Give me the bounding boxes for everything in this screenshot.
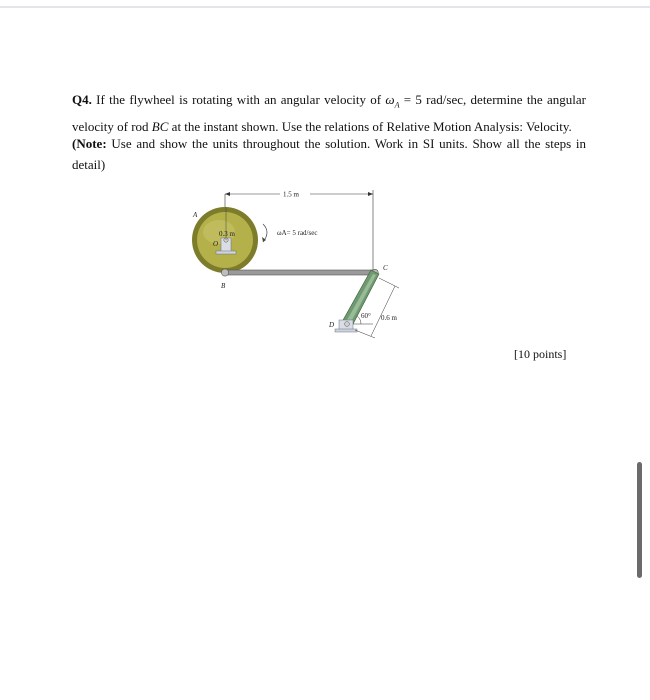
point-b-label: B [221,282,226,290]
point-a-label: A [193,211,198,219]
omega-subscript: A [394,100,400,110]
question-part-2: = 5 rad/sec, determine the angular velocity of rod [72,92,586,134]
points-label: [10 points] [514,347,567,361]
question-text [72,89,586,137]
question-part-3: at the instant shown. Use the relations of Relative Motion Analysis: Velocity. [168,118,572,134]
question-number: Q4. [72,92,92,107]
dim-arrow-right [368,192,373,196]
rod-length-label: 0.6 m [381,314,397,322]
point-d-label: D [329,321,335,329]
omega-label: ωA= 5 rad/sec [277,229,318,237]
vertical-scrollbar[interactable] [637,462,642,578]
point-c-label: C [383,264,388,272]
dim-top-label: 1.5 m [283,190,299,199]
rod-bc [225,270,375,275]
question-part-1: If the flywheel is rotating with an angular velocity of [91,92,386,107]
note-label: Note: [76,136,107,151]
rod-name: BC [151,118,169,134]
top-divider [0,6,650,8]
note-open: ( [72,136,77,151]
pin-d [345,322,350,327]
length-tick-top [379,278,399,288]
mechanism-figure [185,180,425,350]
support-d-base [335,329,357,332]
note-body: Use and show the units throughout the solution. Work in SI units. Show all the steps in detail) [72,136,586,172]
dim-arrow-left [225,192,230,196]
radius-label: 0.3 m [219,230,235,238]
mechanism-diagram [185,180,425,350]
length-dim-line [371,286,395,336]
omega-symbol: ω [385,92,395,107]
pin-b [221,269,228,276]
support-base [216,251,236,254]
point-o-label: O [213,240,219,248]
angle-label: 60° [361,312,371,320]
note-text [72,133,586,175]
